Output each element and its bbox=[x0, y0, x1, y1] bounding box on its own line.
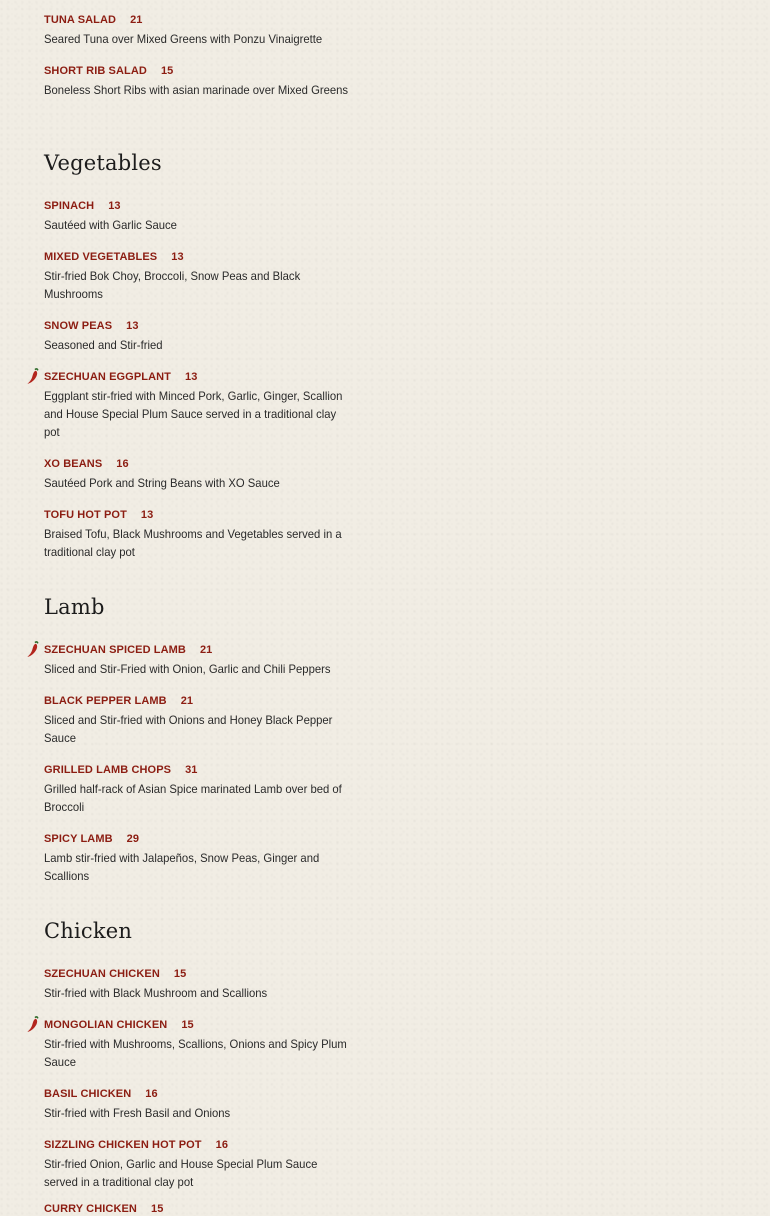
item-description: Seared Tuna over Mixed Greens with Ponzu Vinaigrette bbox=[44, 32, 323, 46]
item-price: 13 bbox=[140, 509, 154, 521]
item-price: 15 bbox=[160, 65, 174, 77]
item-description: Sliced and Stir-fried with Onions and Honey Black Pepper Sauce bbox=[44, 713, 333, 745]
item-price: 13 bbox=[184, 371, 198, 383]
item-description: Grilled half-rack of Asian Spice marinated Lamb over bed of Broccoli bbox=[44, 782, 342, 814]
menu-item bbox=[44, 1087, 372, 1122]
item-description: Seasoned and Stir-fried bbox=[44, 338, 163, 352]
item-price: 15 bbox=[150, 1203, 164, 1215]
item-name: SPICY LAMB bbox=[44, 833, 113, 845]
item-description: Stir-fried with Mushrooms, Scallions, Onions and Spicy Plum Sauce bbox=[44, 1037, 347, 1069]
menu-item bbox=[44, 832, 372, 885]
item-price: 13 bbox=[108, 200, 121, 212]
menu-item bbox=[44, 199, 372, 234]
menu-item bbox=[44, 643, 372, 678]
item-name: BASIL CHICKEN bbox=[44, 1088, 132, 1100]
item-name: SNOW PEAS bbox=[44, 320, 113, 332]
section-title: Lamb bbox=[44, 595, 105, 619]
item-description: Boneless Short Ribs with asian marinade over Mixed Greens bbox=[44, 83, 349, 97]
menu-item bbox=[44, 1138, 372, 1191]
item-price: 16 bbox=[215, 1139, 229, 1151]
section-title: Chicken bbox=[44, 919, 133, 943]
menu-item bbox=[44, 250, 372, 303]
menu-item bbox=[44, 508, 372, 561]
menu-item bbox=[44, 1018, 372, 1071]
item-name: XO BEANS bbox=[44, 458, 103, 470]
item-name: BLACK PEPPER LAMB bbox=[44, 695, 167, 707]
item-description: Stir-fried Onion, Garlic and House Special Plum Sauce served in a traditional clay pot bbox=[44, 1157, 318, 1189]
menu-item bbox=[44, 763, 372, 816]
item-price: 21 bbox=[199, 644, 213, 656]
chili-pepper-icon bbox=[26, 641, 40, 658]
item-price: 21 bbox=[130, 14, 143, 26]
item-description: Sautéed Pork and String Beans with XO Sauce bbox=[44, 476, 280, 490]
menu-item bbox=[44, 1202, 163, 1216]
item-description: Lamb stir-fried with Jalapeños, Snow Peas, Ginger and Scallions bbox=[44, 851, 320, 883]
item-price: 16 bbox=[145, 1088, 158, 1100]
item-price: 13 bbox=[171, 251, 184, 263]
item-name: GRILLED LAMB CHOPS bbox=[44, 764, 172, 776]
menu-item bbox=[44, 13, 372, 48]
item-description: Braised Tofu, Black Mushrooms and Vegetables served in a traditional clay pot bbox=[44, 527, 342, 559]
item-description: Stir-fried Bok Choy, Broccoli, Snow Peas and Black Mushrooms bbox=[44, 269, 301, 301]
item-name: TOFU HOT POT bbox=[44, 509, 127, 521]
menu-item bbox=[44, 457, 372, 492]
item-price: 21 bbox=[180, 695, 194, 707]
item-price: 15 bbox=[181, 1019, 194, 1031]
menu-item bbox=[44, 967, 372, 1002]
item-name: SZECHUAN SPICED LAMB bbox=[44, 644, 186, 656]
item-price: 16 bbox=[116, 458, 129, 470]
item-description: Stir-fried with Fresh Basil and Onions bbox=[44, 1106, 231, 1120]
chili-pepper-icon bbox=[26, 368, 40, 385]
item-price: 15 bbox=[173, 968, 187, 980]
chili-pepper-icon bbox=[26, 1016, 40, 1033]
item-description: Eggplant stir-fried with Minced Pork, Garlic, Ginger, Scallion and House Special Plum Sauce served in a traditional clay pot bbox=[44, 389, 343, 439]
menu-item bbox=[44, 370, 372, 441]
item-name: MONGOLIAN CHICKEN bbox=[44, 1019, 168, 1031]
section-title: Vegetables bbox=[44, 151, 162, 175]
menu-item bbox=[44, 64, 372, 99]
item-name: SZECHUAN CHICKEN bbox=[44, 968, 160, 980]
item-name: SPINACH bbox=[44, 200, 95, 212]
item-name: MIXED VEGETABLES bbox=[44, 251, 158, 263]
item-description: Stir-fried with Black Mushroom and Scallions bbox=[44, 986, 268, 1000]
menu-item bbox=[44, 694, 372, 747]
menu-item bbox=[44, 319, 372, 354]
item-price: 31 bbox=[185, 764, 198, 776]
item-description: Sliced and Stir-Fried with Onion, Garlic and Chili Peppers bbox=[44, 662, 331, 676]
item-price: 29 bbox=[126, 833, 140, 845]
item-price: 13 bbox=[126, 320, 139, 332]
item-name: SIZZLING CHICKEN HOT POT bbox=[44, 1139, 202, 1151]
item-name: SHORT RIB SALAD bbox=[44, 65, 147, 77]
item-name: SZECHUAN EGGPLANT bbox=[44, 371, 171, 383]
item-name: TUNA SALAD bbox=[44, 14, 117, 26]
item-name: CURRY CHICKEN bbox=[44, 1203, 137, 1215]
item-description: Sautéed with Garlic Sauce bbox=[44, 218, 177, 232]
